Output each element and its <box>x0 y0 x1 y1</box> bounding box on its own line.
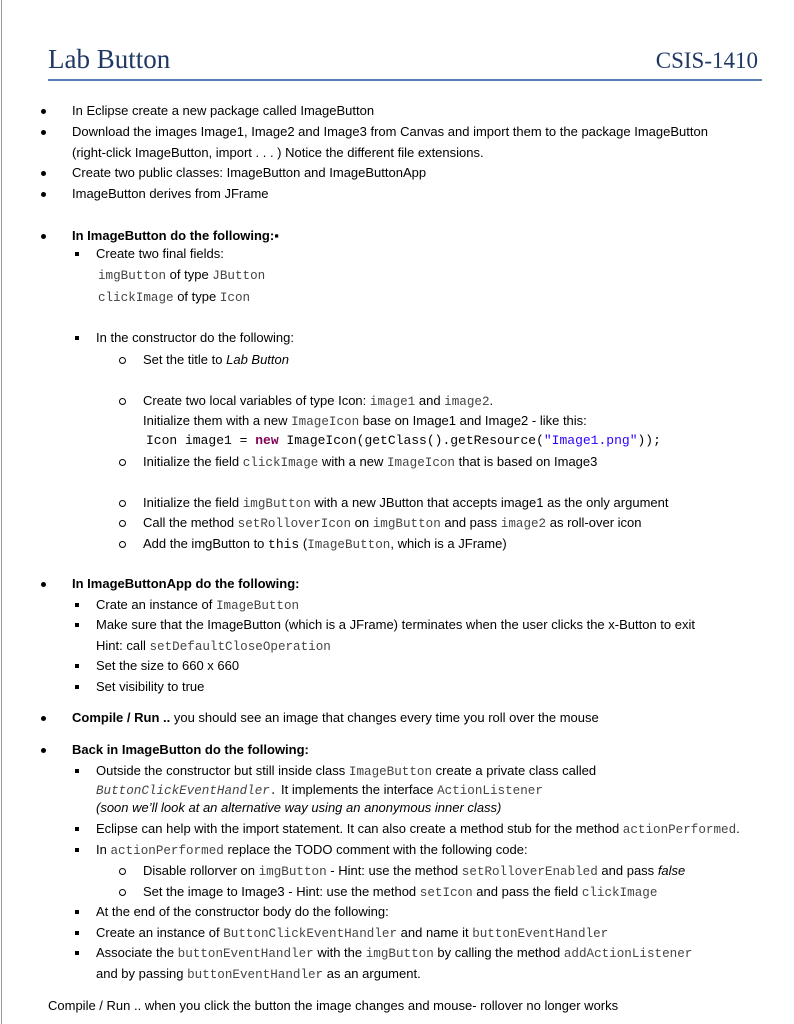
circle-bullet-icon <box>119 520 126 527</box>
step-derives-jframe: ImageButton derives from JFrame <box>72 186 269 201</box>
square-bullet-icon <box>75 664 79 668</box>
square-bullet-icon <box>75 252 79 256</box>
step-set-rollover-icon: Call the method setRolloverIcon on imgButton and pass image2 as roll-over icon <box>143 515 642 531</box>
square-bullet-icon <box>75 848 79 852</box>
step-local-variables: Create two local variables of type Icon: image1 and image2. <box>143 393 494 409</box>
bullet-icon <box>41 130 46 135</box>
step-set-image3: Set the image to Image3 - Hint: use the method setIcon and pass the field clickImage <box>143 884 658 900</box>
step-set-visibility: Set visibility to true <box>96 679 205 694</box>
course-code: CSIS-1410 <box>655 48 758 73</box>
step-end-of-constructor: At the end of the constructor body do the following: <box>96 904 389 919</box>
step-terminate-hint: Hint: call setDefaultCloseOperation <box>96 638 331 654</box>
circle-bullet-icon <box>119 500 126 507</box>
bullet-icon <box>41 171 46 176</box>
code-sample: Icon image1 = new ImageIcon(getClass().getResource("Image1.png")); <box>146 433 661 448</box>
square-bullet-icon <box>75 336 79 340</box>
square-bullet-icon <box>75 931 79 935</box>
circle-bullet-icon <box>119 889 126 896</box>
field-imgbutton: imgButton of type JButton <box>98 267 266 283</box>
step-associate-handler: Associate the buttonEventHandler with the imgButton by calling the method addActionListener <box>96 945 693 961</box>
step-private-class: Outside the constructor but still inside class ImageButton create a private class called <box>96 763 597 779</box>
circle-bullet-icon <box>119 459 126 466</box>
section-imagebutton-heading: In ImageButton do the following:▪ <box>72 228 279 243</box>
circle-bullet-icon <box>119 541 126 548</box>
bullet-icon <box>41 234 46 239</box>
page-title: Lab Button <box>48 44 171 74</box>
bullet-icon <box>41 582 46 587</box>
step-download-images-note: (right-click ImageButton, import . . . ) Notice the different file extensions. <box>72 145 484 160</box>
square-bullet-icon <box>75 623 79 627</box>
circle-bullet-icon <box>119 868 126 875</box>
step-init-imgbutton: Initialize the field imgButton with a new JButton that accepts image1 as the only argument <box>143 495 669 511</box>
step-create-classes: Create two public classes: ImageButton and ImageButtonApp <box>72 165 427 180</box>
step-create-package: In Eclipse create a new package called ImageButton <box>72 103 375 118</box>
step-eclipse-help: Eclipse can help with the import statement. It can also create a method stub for the method actionPerformed. <box>96 821 740 837</box>
bullet-icon <box>41 109 46 114</box>
step-action-performed: In actionPerformed replace the TODO comment with the following code: <box>96 842 528 858</box>
step-add-imgbutton: Add the imgButton to this (ImageButton, which is a JFrame) <box>143 536 507 552</box>
step-initialize-icons: Initialize them with a new ImageIcon base on Image1 and Image2 - like this: <box>143 413 587 429</box>
final-compile-run: Compile / Run .. when you click the button the image changes and mouse- rollover no longer works <box>48 998 619 1013</box>
step-init-clickimage: Initialize the field clickImage with a new ImageIcon that is based on Image3 <box>143 454 598 470</box>
step-set-title: Set the title to Lab Button <box>143 352 289 367</box>
section-back-heading: Back in ImageButton do the following: <box>72 742 309 757</box>
step-terminate: Make sure that the ImageButton (which is a JFrame) terminates when the user clicks the x-Button to exit <box>96 617 695 632</box>
bullet-icon <box>41 748 46 753</box>
step-final-fields: Create two final fields: <box>96 246 224 261</box>
header-divider <box>48 79 762 81</box>
square-bullet-icon <box>75 951 79 955</box>
section-imagebuttonapp-heading: In ImageButtonApp do the following: <box>72 576 300 591</box>
step-create-handler: Create an instance of ButtonClickEventHandler and name it buttonEventHandler <box>96 925 609 941</box>
square-bullet-icon <box>75 827 79 831</box>
compile-run-step: Compile / Run .. you should see an image that changes every time you roll over the mouse <box>72 710 599 725</box>
step-create-instance: Crate an instance of ImageButton <box>96 597 300 613</box>
square-bullet-icon <box>75 769 79 773</box>
step-set-size: Set the size to 660 x 660 <box>96 658 240 673</box>
heading-mark-icon: ▪ <box>274 228 279 243</box>
bullet-icon <box>41 716 46 721</box>
step-download-images: Download the images Image1, Image2 and Image3 from Canvas and import them to the package ImageButton <box>72 124 708 139</box>
bullet-icon <box>41 192 46 197</box>
step-private-class-note: (soon we’ll look at an alternative way using an anonymous inner class) <box>96 800 502 815</box>
square-bullet-icon <box>75 603 79 607</box>
step-associate-handler-cont: and by passing buttonEventHandler as an argument. <box>96 966 421 982</box>
step-disable-rollover: Disable rollorver on imgButton - Hint: use the method setRolloverEnabled and pass false <box>143 863 686 879</box>
page-border-line <box>1 0 2 1024</box>
square-bullet-icon <box>75 685 79 689</box>
field-clickimage: clickImage of type Icon <box>98 289 251 305</box>
step-private-class-interface: ButtonClickEventHandler. It implements the interface ActionListener <box>96 782 543 798</box>
circle-bullet-icon <box>119 357 126 364</box>
square-bullet-icon <box>75 910 79 914</box>
step-constructor: In the constructor do the following: <box>96 330 295 345</box>
circle-bullet-icon <box>119 398 126 405</box>
